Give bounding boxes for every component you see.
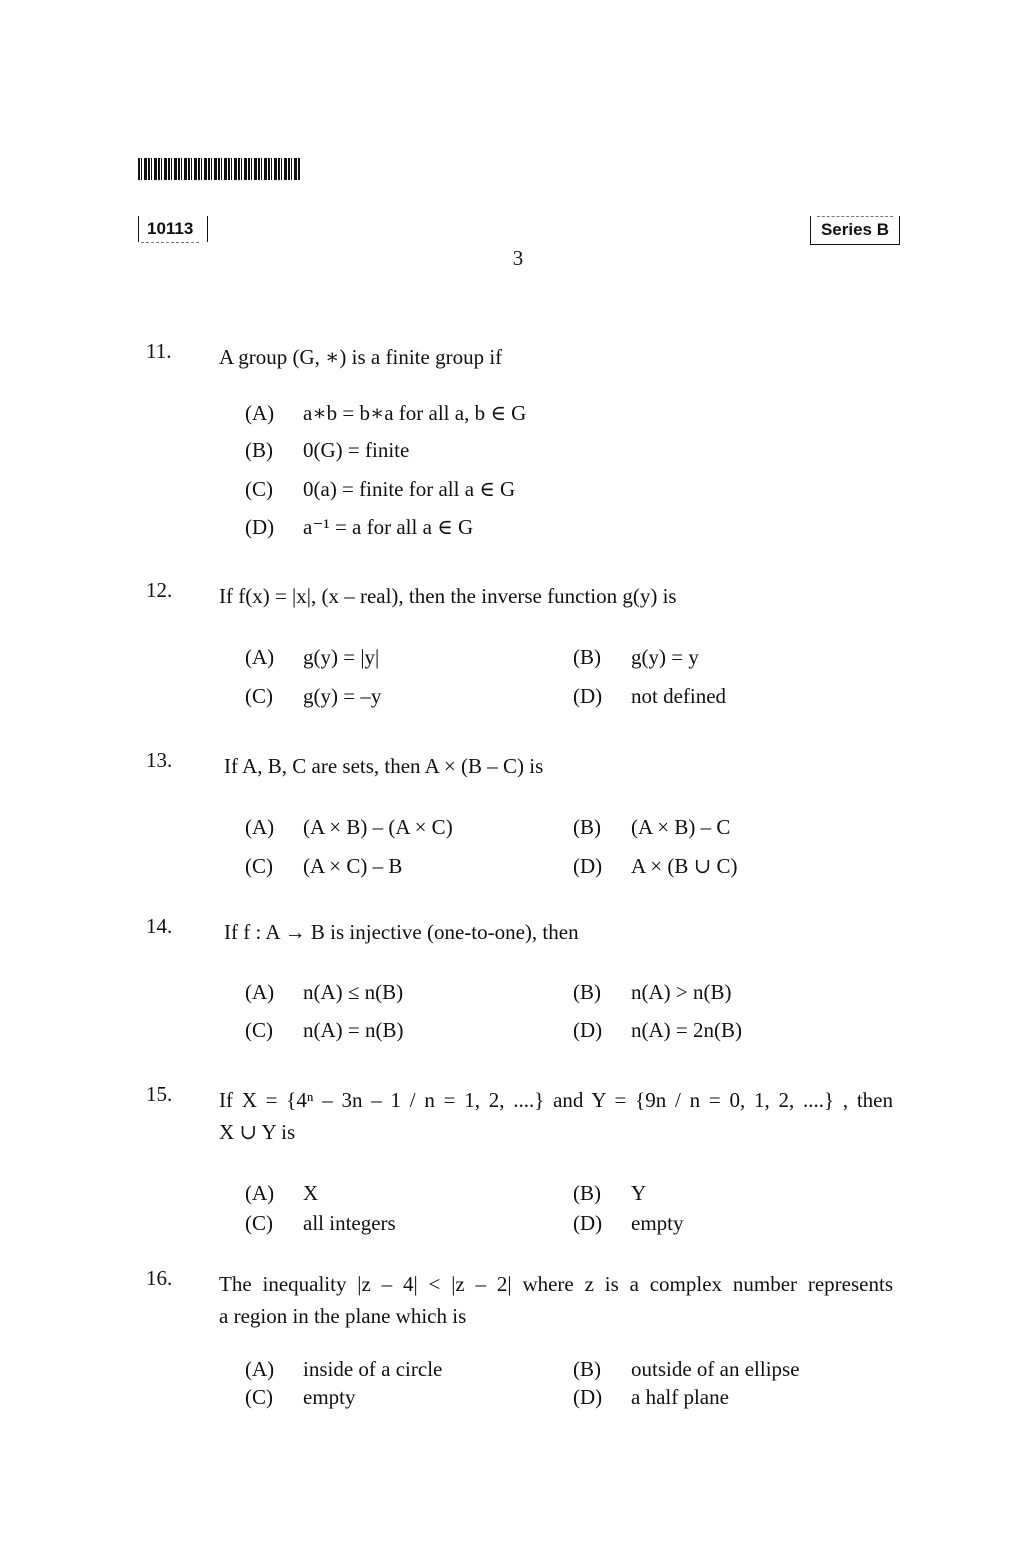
- paper-code: 10113: [147, 219, 194, 238]
- question-text: If f(x) = |x|, (x – real), then the inverse function g(y) is: [219, 584, 677, 608]
- option-a: (A) g(y) = |y|: [245, 645, 380, 669]
- option-b: (B) g(y) = y: [573, 645, 699, 669]
- question-text: [219, 1082, 893, 1150]
- question-number: 16.: [146, 1266, 173, 1290]
- option-b: (B) (A × B) – C: [573, 815, 731, 839]
- question-text: [219, 1266, 893, 1334]
- page-number: 3: [512, 246, 524, 270]
- question-text: If f : A → B is injective (one-to-one), then: [224, 920, 579, 944]
- paper-code-box: [138, 216, 208, 242]
- option-b: (B) Y: [573, 1181, 647, 1205]
- series-label: Series B: [820, 220, 889, 239]
- barcode: [138, 158, 300, 180]
- option-c: (C) g(y) = –y: [245, 684, 382, 708]
- option-d: (D) a⁻¹ = a for all a ∈ G: [245, 515, 474, 539]
- option-c: (C) (A × C) – B: [245, 854, 403, 878]
- question-number: 12.: [146, 578, 173, 602]
- option-a: (A) a∗b = b∗a for all a, b ∈ G: [245, 401, 527, 425]
- option-c: (C) all integers: [245, 1211, 396, 1235]
- question-number: 11.: [146, 339, 172, 363]
- option-d: (D) n(A) = 2n(B): [573, 1018, 742, 1042]
- option-a: (A) inside of a circle: [245, 1357, 443, 1381]
- question-text-line-2: a region in the plane which is: [219, 1304, 467, 1328]
- question-text-line-2: X ∪ Y is: [219, 1120, 296, 1144]
- question-text-line-1: If X = {4ⁿ – 3n – 1 / n = 1, 2, ....} and Y = {9n / n = 0, 1, 2, ....} , then: [219, 1088, 893, 1112]
- option-b: (B) n(A) > n(B): [573, 980, 732, 1004]
- option-a: (A) X: [245, 1181, 319, 1205]
- option-d: (D) A × (B ∪ C): [573, 854, 738, 878]
- series-box: [810, 216, 900, 245]
- option-b: (B) 0(G) = finite: [245, 438, 410, 462]
- option-b: (B) outside of an ellipse: [573, 1357, 800, 1381]
- question-number: 15.: [146, 1082, 173, 1106]
- question-number: 14.: [146, 914, 173, 938]
- option-d: (D) empty: [573, 1211, 684, 1235]
- question-text-line-1: The inequality |z – 4| < |z – 2| where z is a complex number represents: [219, 1272, 893, 1296]
- question-text: If A, B, C are sets, then A × (B – C) is: [224, 754, 544, 778]
- option-d: (D) not defined: [573, 684, 727, 708]
- question-text: A group (G, ∗) is a finite group if: [219, 345, 503, 369]
- option-a: (A) n(A) ≤ n(B): [245, 980, 404, 1004]
- question-number: 13.: [146, 748, 173, 772]
- option-c: (C) n(A) = n(B): [245, 1018, 404, 1042]
- option-c: (C) 0(a) = finite for all a ∈ G: [245, 477, 516, 501]
- option-c: (C) empty: [245, 1385, 356, 1409]
- option-a: (A) (A × B) – (A × C): [245, 815, 453, 839]
- option-d: (D) a half plane: [573, 1385, 729, 1409]
